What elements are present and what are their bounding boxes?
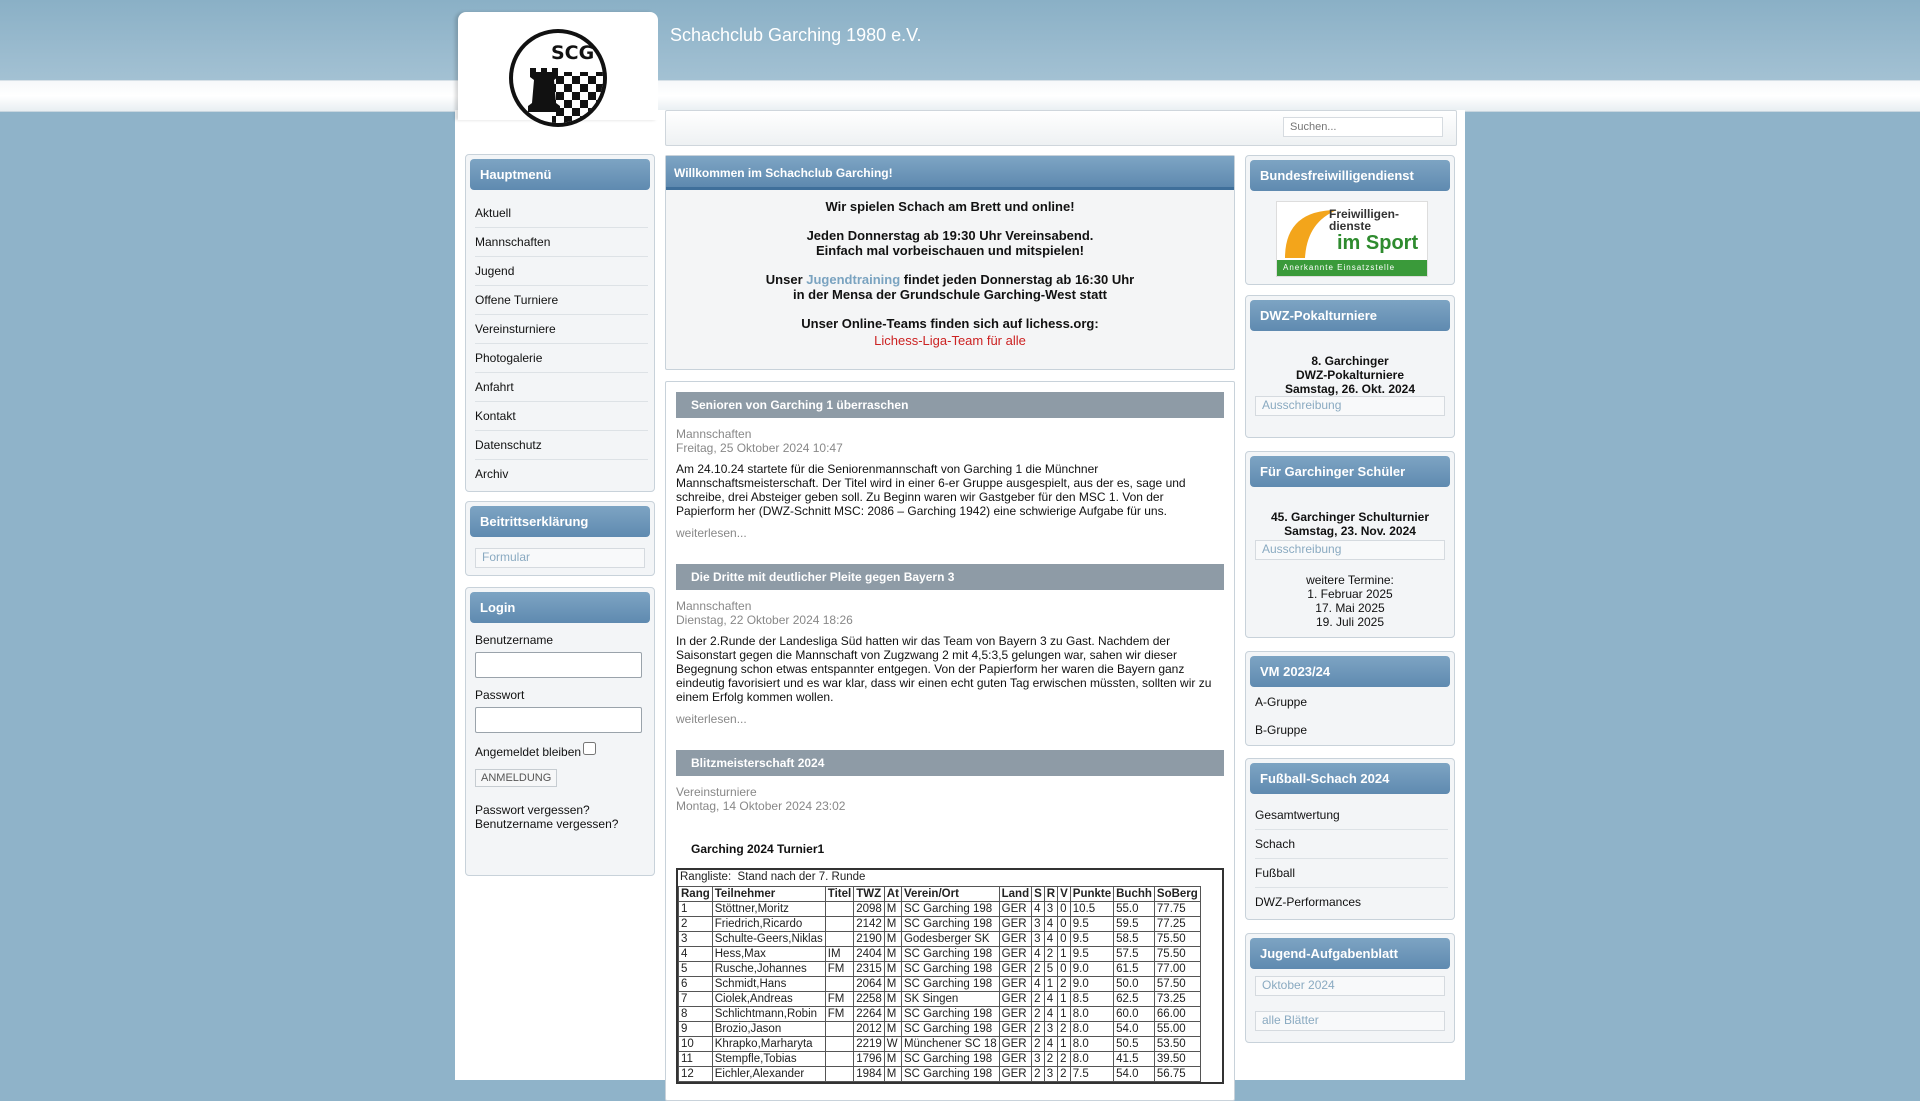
ranking-cell: 2: [1058, 977, 1071, 992]
pokal-ausschreibung-link[interactable]: Ausschreibung: [1255, 396, 1445, 416]
menu-item-aktuell[interactable]: Aktuell: [475, 199, 648, 228]
membership-title: Beitrittserklärung: [470, 506, 650, 537]
ranking-cell: Münchener SC 18: [901, 1037, 999, 1052]
membership-form-link[interactable]: Formular: [475, 548, 645, 568]
ranking-cell: 57.5: [1114, 947, 1155, 962]
ranking-cell: 1: [1058, 992, 1071, 1007]
username-input[interactable]: [475, 652, 642, 678]
ranking-cell: Khrapko,Marharyta: [712, 1037, 825, 1052]
ranking-cell: 3: [1032, 917, 1045, 932]
schueler-more-label: weitere Termine:: [1306, 573, 1394, 587]
jugend-oktober-link[interactable]: Oktober 2024: [1255, 976, 1445, 996]
club-logo[interactable]: [508, 28, 608, 128]
ranking-cell: FM: [825, 1007, 853, 1022]
ranking-cell: SC Garching 198: [901, 977, 999, 992]
welcome-line-4-post: findet jeden Donnerstag ab 16:30 Uhr: [900, 272, 1135, 287]
ranking-cell: 2: [1032, 1022, 1045, 1037]
ranking-cell: 73.25: [1154, 992, 1200, 1007]
ranking-cell: 1: [679, 902, 713, 917]
ranking-cell: 4: [1032, 902, 1045, 917]
ranking-cell: 5: [679, 962, 713, 977]
ranking-cell: [825, 917, 853, 932]
ranking-cell: 56.75: [1154, 1067, 1200, 1082]
ranking-cell: Hess,Max: [712, 947, 825, 962]
ranking-cell: M: [884, 1067, 901, 1082]
ranking-cell: GER: [999, 947, 1031, 962]
pokal-text: [1246, 354, 1454, 396]
ranking-cell: [825, 1037, 853, 1052]
ranking-cell: Rusche,Johannes: [712, 962, 825, 977]
jugend-title: Jugend-Aufgabenblatt: [1250, 938, 1450, 969]
ranking-row: [679, 917, 1201, 932]
article-category-2[interactable]: Mannschaften: [676, 599, 752, 613]
ranking-cell: SC Garching 198: [901, 917, 999, 932]
ranking-cell: SC Garching 198: [901, 1022, 999, 1037]
ranking-cell: 61.5: [1114, 962, 1155, 977]
logo-letter-s: SCG: [551, 42, 595, 64]
ranking-cell: SC Garching 198: [901, 947, 999, 962]
ranking-cell: M: [884, 1007, 901, 1022]
main-menu-module: [465, 154, 655, 492]
article-title-3[interactable]: Blitzmeisterschaft 2024: [676, 750, 1224, 776]
ranking-cell: 2190: [854, 932, 885, 947]
ranking-row: [679, 1037, 1201, 1052]
schueler-module: [1245, 451, 1455, 638]
ranking-cell: 77.00: [1154, 962, 1200, 977]
ranking-cell: 59.5: [1114, 917, 1155, 932]
ranking-cell: M: [884, 902, 901, 917]
ranking-cell: M: [884, 932, 901, 947]
jugend-alle-link[interactable]: alle Blätter: [1255, 1011, 1445, 1031]
membership-module: [465, 501, 655, 576]
ranking-cell: 9.5: [1070, 917, 1113, 932]
ranking-cell: 62.5: [1114, 992, 1155, 1007]
remember-label: Angemeldet bleiben: [475, 745, 582, 759]
menu-item-archiv[interactable]: Archiv: [475, 467, 509, 481]
ranking-cell: 4: [1044, 932, 1057, 947]
ranking-cell: 3: [1044, 1022, 1057, 1037]
ranking-cell: 0: [1058, 917, 1071, 932]
ranking-cell: 58.5: [1114, 932, 1155, 947]
ranking-row: [679, 1052, 1201, 1067]
ranking-cell: GER: [999, 917, 1031, 932]
header-band: [0, 0, 1920, 80]
header-stripe: [0, 80, 1920, 112]
login-button[interactable]: ANMELDUNG: [475, 769, 557, 787]
ranking-header-cell: Buchh: [1114, 887, 1155, 902]
ranking-cell: GER: [999, 932, 1031, 947]
ranking-row: [679, 992, 1201, 1007]
ranking-cell: 2315: [854, 962, 885, 977]
ranking-cell: 2: [1058, 1052, 1071, 1067]
welcome-title: Willkommen im Schachclub Garching!: [666, 156, 1234, 190]
ranking-cell: Godesberger SK: [901, 932, 999, 947]
welcome-line-5: in der Mensa der Grundschule Garching-West statt: [793, 287, 1107, 302]
ranking-cell: GER: [999, 1052, 1031, 1067]
menu-item-vereinsturniere[interactable]: Vereinsturniere: [475, 315, 648, 344]
ranking-cell: 41.5: [1114, 1052, 1155, 1067]
ranking-cell: 3: [1032, 932, 1045, 947]
search-bar: [665, 110, 1457, 146]
ranking-cell: 2264: [854, 1007, 885, 1022]
ranking-cell: M: [884, 977, 901, 992]
ranking-cell: 2404: [854, 947, 885, 962]
article-more-2[interactable]: weiterlesen...: [676, 712, 747, 726]
welcome-module: [665, 155, 1235, 370]
ranking-cell: IM: [825, 947, 853, 962]
ranking-cell: 4: [679, 947, 713, 962]
schueler-dates: [1246, 573, 1454, 629]
ranking-cell: Stempfle,Tobias: [712, 1052, 825, 1067]
ranking-cell: 2: [1032, 1067, 1045, 1082]
ranking-table: [678, 886, 1201, 1082]
ranking-cell: 2: [1044, 947, 1057, 962]
vm-a-gruppe-link[interactable]: A-Gruppe: [1255, 695, 1308, 709]
jugendtraining-link[interactable]: Jugendtraining: [806, 272, 901, 287]
bfd-logo[interactable]: [1276, 201, 1428, 277]
ranking-cell: Schlichtmann,Robin: [712, 1007, 825, 1022]
ranking-caption: Rangliste: Stand nach der 7. Runde: [680, 871, 866, 883]
main-menu-title: Hauptmenü: [470, 159, 650, 190]
login-module: [465, 587, 655, 876]
ranking-cell: 54.0: [1114, 1022, 1155, 1037]
ranking-cell: 39.50: [1154, 1052, 1200, 1067]
ranking-cell: GER: [999, 977, 1031, 992]
welcome-line-4-pre: Unser: [765, 272, 807, 287]
ranking-row: [679, 1007, 1201, 1022]
ranking-header-cell: R: [1044, 887, 1057, 902]
ranking-cell: 4: [1044, 917, 1057, 932]
ranking-cell: 11: [679, 1052, 713, 1067]
ranking-cell: 4: [1044, 1007, 1057, 1022]
password-input[interactable]: [475, 707, 642, 733]
forgot-username-link[interactable]: Benutzername vergessen?: [475, 817, 619, 831]
ranking-cell: [825, 977, 853, 992]
menu-item-offene-turniere[interactable]: Offene Turniere: [475, 286, 648, 315]
login-title: Login: [470, 592, 650, 623]
ranking-cell: 10.5: [1070, 902, 1113, 917]
ranking-cell: 9.0: [1070, 977, 1113, 992]
ranking-row: [679, 947, 1201, 962]
ranking-cell: FM: [825, 962, 853, 977]
ranking-cell: 2: [1032, 962, 1045, 977]
ranking-cell: [825, 1067, 853, 1082]
ranking-cell: 2: [1032, 1037, 1045, 1052]
username-label: Benutzername: [475, 633, 554, 647]
ranking-header-cell: Land: [999, 887, 1031, 902]
menu-item-jugend[interactable]: Jugend: [475, 257, 648, 286]
article-date-2: Dienstag, 22 Oktober 2024 18:26: [676, 613, 853, 627]
ranking-cell: M: [884, 947, 901, 962]
ranking-cell: 7: [679, 992, 713, 1007]
ranking-header-cell: SoBerg: [1154, 887, 1200, 902]
ranking-cell: 66.00: [1154, 1007, 1200, 1022]
bfd-logo-line-4: Anerkannte Einsatzstelle: [1283, 263, 1396, 272]
ranking-cell: 5: [1044, 962, 1057, 977]
ranking-cell: 8.0: [1070, 1052, 1113, 1067]
ranking-header-cell: Teilnehmer: [712, 887, 825, 902]
ranking-cell: 3: [1032, 1052, 1045, 1067]
ranking-cell: 2: [1032, 992, 1045, 1007]
bfd-logo-line-3: im Sport: [1337, 232, 1419, 254]
ranking-header-cell: At: [884, 887, 901, 902]
ranking-cell: 1796: [854, 1052, 885, 1067]
ranking-cell: 75.50: [1154, 947, 1200, 962]
ranking-cell: 1984: [854, 1067, 885, 1082]
ranking-cell: M: [884, 962, 901, 977]
ranking-header-cell: Titel: [825, 887, 853, 902]
welcome-line-6: Unser Online-Teams finden sich auf lichess.org:: [801, 316, 1099, 331]
bfd-logo-line-2: dienste: [1329, 219, 1372, 233]
ranking-cell: 7.5: [1070, 1067, 1113, 1082]
ranking-cell: 3: [1044, 1067, 1057, 1082]
ranking-row: [679, 1022, 1201, 1037]
ranking-cell: 50.5: [1114, 1037, 1155, 1052]
ranking-cell: SC Garching 198: [901, 1007, 999, 1022]
schueler-text: [1246, 510, 1454, 538]
lichess-team-link[interactable]: Lichess-Liga-Team für alle: [874, 333, 1026, 348]
ranking-cell: 2: [1058, 1022, 1071, 1037]
vm-title: VM 2023/24: [1250, 656, 1450, 687]
ranking-cell: 2: [1032, 1007, 1045, 1022]
tournament-subtitle: Garching 2024 Turnier1: [691, 842, 825, 856]
ranking-cell: 8.0: [1070, 1022, 1113, 1037]
ranking-row: [679, 962, 1201, 977]
ranking-cell: FM: [825, 992, 853, 1007]
vm-module: [1245, 651, 1455, 746]
ranking-cell: SC Garching 198: [901, 1052, 999, 1067]
ranking-cell: 1: [1044, 977, 1057, 992]
ranking-cell: 10: [679, 1037, 713, 1052]
ranking-cell: 55.0: [1114, 902, 1155, 917]
ranking-cell: 75.50: [1154, 932, 1200, 947]
ranking-cell: 54.0: [1114, 1067, 1155, 1082]
schueler-title: Für Garchinger Schüler: [1250, 456, 1450, 487]
ranking-cell: 4: [1032, 977, 1045, 992]
remember-checkbox[interactable]: [583, 742, 596, 755]
ranking-cell: 55.00: [1154, 1022, 1200, 1037]
ranking-cell: 9.5: [1070, 932, 1113, 947]
ranking-cell: GER: [999, 1007, 1031, 1022]
bfd-logo-line-1: Freiwilligen-: [1329, 207, 1400, 221]
fussball-module: [1245, 758, 1455, 920]
ranking-cell: Ciolek,Andreas: [712, 992, 825, 1007]
ranking-header-cell: Punkte: [1070, 887, 1113, 902]
ranking-cell: [825, 1052, 853, 1067]
pokal-line-1: 8. Garchinger: [1311, 354, 1389, 368]
ranking-cell: GER: [999, 1022, 1031, 1037]
ranking-cell: 2258: [854, 992, 885, 1007]
welcome-line-2: Jeden Donnerstag ab 19:30 Uhr Vereinsabend.: [806, 228, 1094, 243]
ranking-cell: 12: [679, 1067, 713, 1082]
menu-item-datenschutz[interactable]: Datenschutz: [475, 431, 648, 460]
vm-b-gruppe-link[interactable]: B-Gruppe: [1255, 723, 1308, 737]
ranking-cell: 8.0: [1070, 1037, 1113, 1052]
bfd-module: [1245, 155, 1455, 285]
forgot-password-link[interactable]: Passwort vergessen?: [475, 803, 590, 817]
ranking-cell: 8: [679, 1007, 713, 1022]
fussball-item-gesamtwertung[interactable]: Gesamtwertung: [1255, 801, 1448, 830]
ranking-cell: 2: [1058, 1067, 1071, 1082]
ranking-cell: 9.5: [1070, 947, 1113, 962]
ranking-cell: 8.5: [1070, 992, 1113, 1007]
ranking-cell: 1: [1058, 1007, 1071, 1022]
bfd-title: Bundesfreiwilligendienst: [1250, 160, 1450, 191]
search-input[interactable]: [1283, 117, 1443, 137]
ranking-cell: 9.0: [1070, 962, 1113, 977]
ranking-cell: 8.0: [1070, 1007, 1113, 1022]
article-text-2: In der 2.Runde der Landesliga Süd hatten wir das Team von Bayern 3 zu Gast. Nachdem der Saisonstart gegen die Mannschaft von Zugzwang 2 mit 4,5:3,5 gelungen war, sahen wir dieser Begegnung schon etwas entspannter entgegen. Von der Papierform her waren die Bayern ganz eindeutig favorisiert und es war klar, dass wir einen echt guten Tag erwischen müssten, sollten wir zu einem Erfolg kommen wollen.: [676, 634, 1212, 704]
pokal-line-2: DWZ-Pokalturniere: [1295, 368, 1404, 382]
site-title: Schachclub Garching 1980 e.V.: [670, 25, 922, 45]
article-title-1[interactable]: Senioren von Garching 1 überraschen: [676, 392, 1224, 418]
ranking-cell: 3: [1044, 902, 1057, 917]
ranking-cell: 2098: [854, 902, 885, 917]
welcome-line-1: Wir spielen Schach am Brett und online!: [825, 199, 1075, 214]
ranking-cell: Stöttner,Moritz: [712, 902, 825, 917]
ranking-cell: 2012: [854, 1022, 885, 1037]
ranking-cell: 1: [1058, 1037, 1071, 1052]
ranking-cell: 77.25: [1154, 917, 1200, 932]
ranking-cell: W: [884, 1037, 901, 1052]
ranking-header-cell: Verein/Ort: [901, 887, 999, 902]
ranking-cell: 57.50: [1154, 977, 1200, 992]
ranking-cell: 2: [1044, 1052, 1057, 1067]
ranking-cell: 4: [1044, 1037, 1057, 1052]
schueler-date-2: 17. Mai 2025: [1315, 601, 1385, 615]
article-date-1: Freitag, 25 Oktober 2024 10:47: [676, 441, 843, 455]
ranking-cell: 2219: [854, 1037, 885, 1052]
ranking-cell: GER: [999, 1037, 1031, 1052]
ranking-cell: SC Garching 198: [901, 1067, 999, 1082]
schueler-line-1: 45. Garchinger Schulturnier: [1270, 510, 1430, 524]
welcome-line-4: [666, 272, 1234, 287]
ranking-cell: M: [884, 917, 901, 932]
ranking-header-cell: V: [1058, 887, 1071, 902]
ranking-cell: Schulte-Geers,Niklas: [712, 932, 825, 947]
article-more-1[interactable]: weiterlesen...: [676, 526, 747, 540]
ranking-row: [679, 1067, 1201, 1082]
ranking-cell: 53.50: [1154, 1037, 1200, 1052]
fussball-item-fussball[interactable]: Fußball: [1255, 859, 1448, 888]
ranking-header-cell: TWZ: [854, 887, 885, 902]
ranking-cell: 0: [1058, 932, 1071, 947]
ranking-cell: [825, 902, 853, 917]
ranking-cell: M: [884, 1052, 901, 1067]
ranking-cell: 2: [679, 917, 713, 932]
fussball-item-schach[interactable]: Schach: [1255, 830, 1448, 859]
ranking-row: [679, 932, 1201, 947]
ranking-cell: 77.75: [1154, 902, 1200, 917]
ranking-cell: 9: [679, 1022, 713, 1037]
ranking-cell: M: [884, 992, 901, 1007]
menu-item-kontakt[interactable]: Kontakt: [475, 402, 648, 431]
article-title-2[interactable]: Die Dritte mit deutlicher Pleite gegen Bayern 3: [676, 564, 1224, 590]
ranking-cell: GER: [999, 902, 1031, 917]
article-category-1[interactable]: Mannschaften: [676, 427, 752, 441]
ranking-cell: 3: [679, 932, 713, 947]
ranking-cell: 6: [679, 977, 713, 992]
pokal-title: DWZ-Pokalturniere: [1250, 300, 1450, 331]
logo-tab: [458, 12, 658, 120]
menu-item-anfahrt[interactable]: Anfahrt: [475, 373, 648, 402]
ranking-cell: SC Garching 198: [901, 902, 999, 917]
welcome-text: [666, 199, 1234, 348]
ranking-cell: 1: [1058, 947, 1071, 962]
ranking-table-wrapper: [676, 868, 1224, 1084]
welcome-line-3: Einfach mal vorbeischauen und mitspielen!: [815, 243, 1084, 258]
article-category-3[interactable]: Vereinsturniere: [676, 785, 757, 799]
ranking-cell: [825, 1022, 853, 1037]
password-label: Passwort: [475, 688, 525, 702]
ranking-cell: GER: [999, 1067, 1031, 1082]
ranking-cell: GER: [999, 962, 1031, 977]
jugend-module: [1245, 933, 1455, 1043]
ranking-cell: 2142: [854, 917, 885, 932]
ranking-row: [679, 902, 1201, 917]
fussball-title: Fußball-Schach 2024: [1250, 763, 1450, 794]
schueler-date-1: 1. Februar 2025: [1307, 587, 1393, 601]
fussball-item-dwz-performances[interactable]: DWZ-Performances: [1255, 895, 1362, 909]
ranking-cell: M: [884, 1022, 901, 1037]
menu-item-mannschaften[interactable]: Mannschaften: [475, 228, 648, 257]
schueler-line-2: Samstag, 23. Nov. 2024: [1284, 524, 1416, 538]
pokal-module: [1245, 295, 1455, 438]
ranking-header-cell: Rang: [679, 887, 713, 902]
ranking-cell: 60.0: [1114, 1007, 1155, 1022]
ranking-cell: SK Singen: [901, 992, 999, 1007]
ranking-cell: 0: [1058, 962, 1071, 977]
ranking-cell: [825, 932, 853, 947]
ranking-row: [679, 977, 1201, 992]
ranking-cell: 0: [1058, 902, 1071, 917]
ranking-cell: 50.0: [1114, 977, 1155, 992]
ranking-cell: Brozio,Jason: [712, 1022, 825, 1037]
ranking-header-cell: S: [1032, 887, 1045, 902]
ranking-cell: 4: [1032, 947, 1045, 962]
schueler-ausschreibung-link[interactable]: Ausschreibung: [1255, 540, 1445, 560]
ranking-cell: GER: [999, 992, 1031, 1007]
ranking-cell: Eichler,Alexander: [712, 1067, 825, 1082]
menu-item-photogalerie[interactable]: Photogalerie: [475, 344, 648, 373]
pokal-line-3: Samstag, 26. Okt. 2024: [1284, 382, 1416, 396]
article-text-1: Am 24.10.24 startete für die Seniorenmannschaft von Garching 1 die Münchner Mannschaftsmeisterschaft. Der Titel wird in einer 6-er Gruppe ausgespielt, aus der es, sage und schreibe, drei Absteiger geben soll. Zu Beginn waren wir Gastgeber für den MSC 1. Von der Papierform her (DWZ-Schnitt MSC: 2086 – Garching 1942) eine schwierige Aufgabe für uns.: [676, 462, 1186, 518]
schueler-date-3: 19. Juli 2025: [1315, 615, 1385, 629]
ranking-cell: 2064: [854, 977, 885, 992]
ranking-cell: SC Garching 198: [901, 962, 999, 977]
ranking-cell: Friedrich,Ricardo: [712, 917, 825, 932]
ranking-cell: Schmidt,Hans: [712, 977, 825, 992]
article-date-3: Montag, 14 Oktober 2024 23:02: [676, 799, 846, 813]
ranking-cell: 4: [1044, 992, 1057, 1007]
